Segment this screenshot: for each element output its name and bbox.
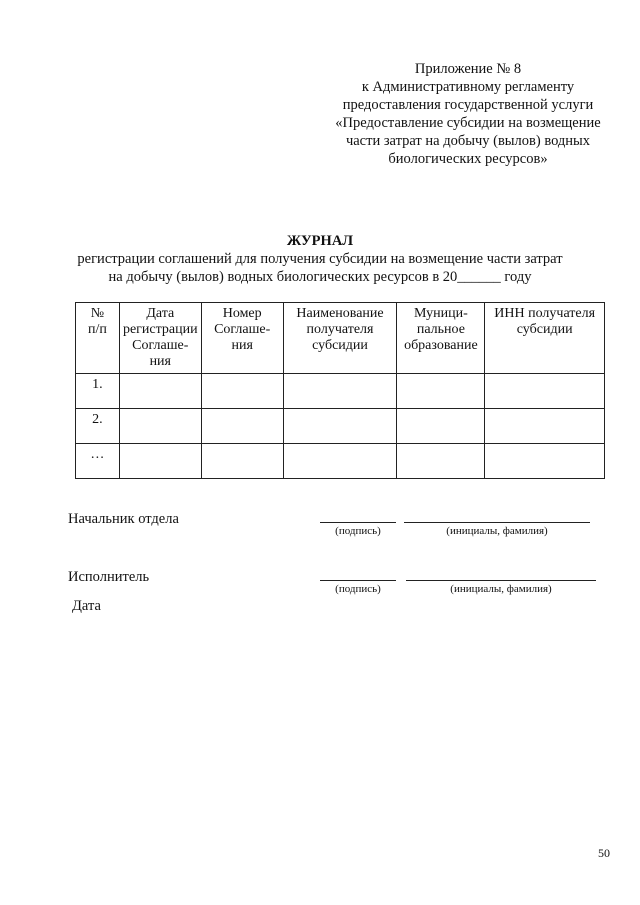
appendix-line: «Предоставление субсидии на возмещение	[335, 115, 601, 131]
column-header-municipality: Муници- пальное образование	[397, 303, 485, 374]
column-header-registration-date: Дата регистрации Соглаше- ния	[119, 303, 201, 374]
appendix-line: биологических ресурсов»	[388, 151, 548, 167]
table-cell	[283, 374, 397, 409]
executor-signature-caption: (подпись)	[335, 583, 381, 595]
table-cell	[119, 444, 201, 479]
head-signature-line	[320, 522, 396, 523]
row-number-cell: 2.	[76, 409, 120, 444]
table-cell	[283, 409, 397, 444]
head-signature-caption: (подпись)	[335, 525, 381, 537]
table-cell	[397, 444, 485, 479]
table-row	[76, 444, 605, 479]
table-cell	[119, 374, 201, 409]
appendix-line: предоставления государственной услуги	[342, 97, 594, 113]
date-label: Дата	[72, 598, 101, 614]
appendix-line: к Административному регламенту	[361, 79, 575, 95]
head-of-department-label: Начальник отдела	[68, 511, 179, 527]
table-row	[76, 374, 605, 409]
table-header-row	[76, 303, 605, 374]
row-number-cell: 1.	[76, 374, 120, 409]
executor-label: Исполнитель	[68, 569, 150, 585]
appendix-line: части затрат на добычу (вылов) водных	[345, 133, 591, 149]
head-name-line	[404, 522, 590, 523]
column-header-number: № п/п	[76, 303, 120, 374]
table-cell	[397, 374, 485, 409]
table-cell	[485, 374, 605, 409]
column-header-agreement-number: Номер Соглаше- ния	[201, 303, 283, 374]
table-cell	[201, 409, 283, 444]
journal-subtitle-line: на добычу (вылов) водных биологических ресурсов в 20______ году	[108, 269, 532, 285]
page-number: 50	[598, 846, 610, 860]
registration-table	[75, 302, 605, 479]
executor-signature-line	[320, 580, 396, 581]
table-cell	[283, 444, 397, 479]
table-cell	[201, 444, 283, 479]
table-cell	[119, 409, 201, 444]
executor-name-line	[406, 580, 596, 581]
table-cell	[485, 444, 605, 479]
table-cell	[201, 374, 283, 409]
table-body	[76, 374, 605, 479]
executor-name-caption: (инициалы, фамилия)	[450, 583, 552, 595]
column-header-recipient-inn: ИНН получателя субсидии	[485, 303, 605, 374]
table-row	[76, 409, 605, 444]
table-cell	[397, 409, 485, 444]
column-header-recipient-name: Наименование получателя субсидии	[283, 303, 397, 374]
journal-heading: ЖУРНАЛ	[286, 233, 354, 249]
row-number-cell: …	[76, 444, 120, 479]
head-name-caption: (инициалы, фамилия)	[446, 525, 548, 537]
journal-subtitle-line: регистрации соглашений для получения субсидии на возмещение части затрат	[77, 251, 563, 267]
journal-subtitle	[0, 250, 640, 286]
appendix-note	[318, 60, 618, 168]
table-cell	[485, 409, 605, 444]
appendix-line: Приложение № 8	[414, 61, 522, 77]
